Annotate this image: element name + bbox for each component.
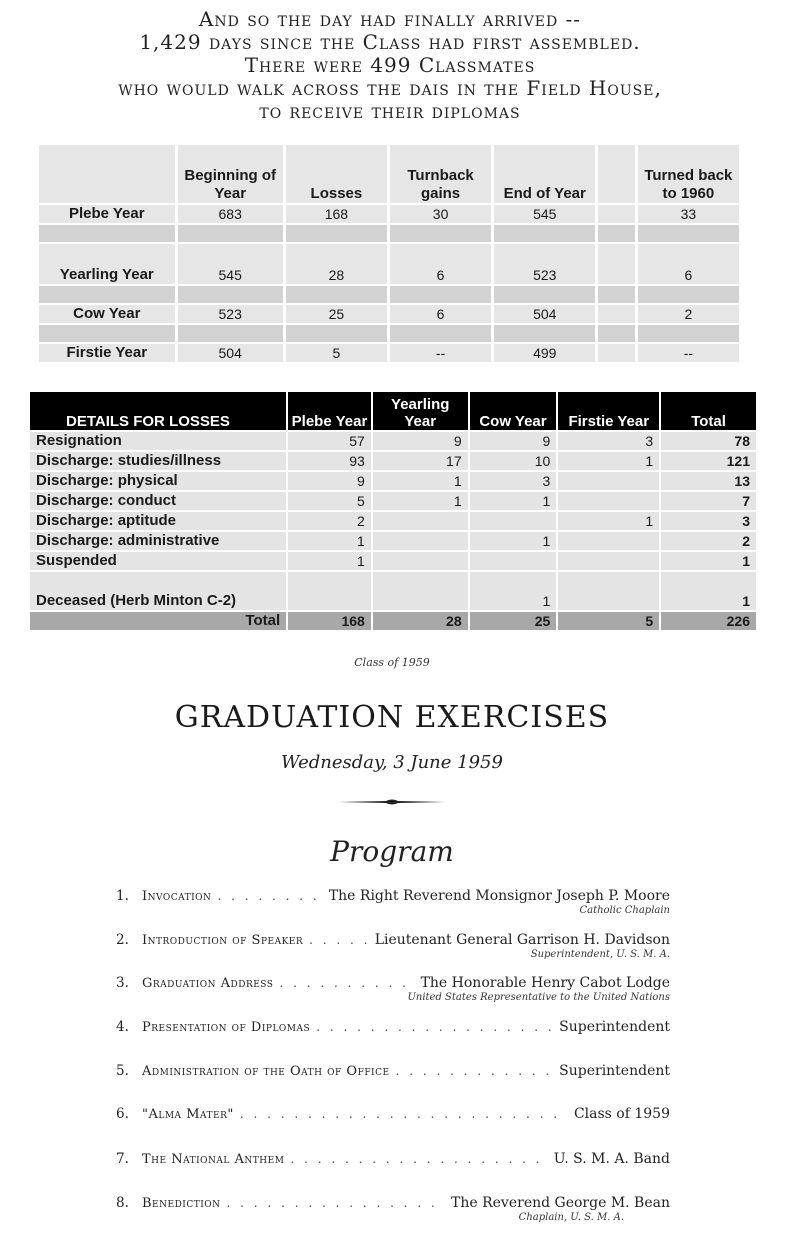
leader-dots — [316, 1020, 553, 1034]
row-label: Suspended — [30, 552, 286, 570]
cell-cow: 1 — [470, 492, 557, 510]
item-person: Class of 1959 — [573, 1106, 670, 1122]
cell-total: 226 — [661, 612, 756, 630]
cell-begin: 523 — [178, 305, 283, 323]
cell-cow: 3 — [470, 472, 557, 490]
item-number: 3. — [116, 975, 129, 991]
cell-yearling — [373, 512, 468, 530]
cell-begin: 504 — [178, 344, 283, 362]
cell-blank — [598, 205, 634, 223]
row-label: Discharge: conduct — [30, 492, 286, 510]
item-number: 2. — [116, 932, 129, 948]
leader-dots — [279, 976, 414, 990]
item-number: 7. — [116, 1151, 129, 1167]
cell-plebe: 168 — [288, 612, 371, 630]
table-row — [30, 492, 756, 510]
program-item — [116, 1195, 670, 1223]
row-label: Discharge: studies/illness — [30, 452, 286, 470]
header-cell: End of Year — [494, 145, 595, 203]
cell-plebe: 1 — [288, 552, 371, 570]
intro-line: who would walk across the dais in the Field House, — [118, 76, 662, 100]
cell-total: 13 — [661, 472, 756, 490]
cell-total: 121 — [661, 452, 756, 470]
cell-total: 1 — [661, 572, 756, 610]
cell-plebe: 2 — [288, 512, 371, 530]
cell-losses: 168 — [286, 205, 387, 223]
cell-gains: -- — [390, 344, 491, 362]
intro-line: 1,429 days since the Class had first assembled. — [139, 30, 641, 54]
cell-plebe — [288, 572, 371, 610]
cell-total: 2 — [661, 532, 756, 550]
cell-yearling: 28 — [373, 612, 468, 630]
header-cell: Turnback gains — [390, 145, 491, 203]
item-subtitle: United States Representative to the United Nations — [407, 992, 670, 1003]
cell-end: 523 — [494, 244, 595, 284]
header-cell: Total — [661, 392, 756, 430]
cell-begin: 545 — [178, 244, 283, 284]
item-person: U. S. M. A. Band — [553, 1151, 670, 1167]
cell-gains: 30 — [390, 205, 491, 223]
table-row — [39, 244, 739, 284]
cell-total: 7 — [661, 492, 756, 510]
item-title: "Alma Mater" — [142, 1107, 234, 1122]
cell-losses: 5 — [286, 344, 387, 362]
table-row — [39, 205, 739, 223]
cell-begin: 683 — [178, 205, 283, 223]
header-cell — [39, 145, 175, 203]
item-number: 6. — [116, 1106, 129, 1122]
leader-dots — [396, 1064, 554, 1078]
cell-total: 78 — [661, 432, 756, 450]
cell-end: 499 — [494, 344, 595, 362]
intro-line: to receive their diplomas — [259, 99, 521, 123]
table-row — [30, 532, 756, 550]
program-item — [116, 1063, 670, 1079]
cell-yearling: 9 — [373, 432, 468, 450]
table-row — [39, 344, 739, 362]
header-cell: Turned back to 1960 — [638, 145, 739, 203]
intro-line: There were 499 Classmates — [244, 53, 536, 77]
table-row — [30, 432, 756, 450]
cell-blank — [598, 244, 634, 284]
header-cell: Yearling Year — [373, 392, 468, 430]
cell-plebe: 5 — [288, 492, 371, 510]
table-header-row — [30, 392, 756, 430]
cell-plebe: 93 — [288, 452, 371, 470]
cell-turned: -- — [638, 344, 739, 362]
table-row — [30, 512, 756, 530]
item-title: Administration of the Oath of Office — [142, 1064, 390, 1079]
separator-row — [39, 286, 739, 303]
header-cell: Cow Year — [470, 392, 557, 430]
header-cell — [598, 145, 634, 203]
cell-cow: 10 — [470, 452, 557, 470]
cell-turned: 2 — [638, 305, 739, 323]
caption: Class of 1959 — [354, 656, 430, 669]
item-person: Superintendent — [559, 1063, 670, 1079]
row-label: Firstie Year — [39, 344, 175, 362]
program-item — [116, 975, 670, 1003]
class-strength-table — [36, 143, 742, 364]
page-title: GRADUATION EXERCISES — [174, 700, 610, 735]
intro-text — [0, 8, 780, 123]
header-cell: Firstie Year — [558, 392, 659, 430]
loss-details-table — [28, 390, 758, 632]
item-person: The Honorable Henry Cabot Lodge — [420, 975, 670, 991]
cell-turned: 33 — [638, 205, 739, 223]
cell-firstie — [558, 572, 659, 610]
intro-line: And so the day had finally arrived -- — [198, 7, 582, 31]
program-item — [116, 888, 670, 916]
item-subtitle: Superintendent, U. S. M. A. — [530, 949, 670, 960]
table-row — [30, 472, 756, 490]
ornament-divider-icon — [336, 796, 448, 808]
cell-blank — [598, 305, 634, 323]
cell-cow: 25 — [470, 612, 557, 630]
program-item — [116, 1151, 670, 1167]
cell-losses: 25 — [286, 305, 387, 323]
row-label: Resignation — [30, 432, 286, 450]
item-person: The Right Reverend Monsignor Joseph P. Moore — [328, 888, 670, 904]
leader-dots — [227, 1196, 445, 1210]
cell-cow — [470, 552, 557, 570]
row-label: Deceased (Herb Minton C-2) — [30, 572, 286, 610]
cell-gains: 6 — [390, 305, 491, 323]
header-cell: DETAILS FOR LOSSES — [30, 392, 286, 430]
cell-yearling: 1 — [373, 472, 468, 490]
table-row — [30, 552, 756, 570]
cell-yearling — [373, 552, 468, 570]
separator-row — [39, 225, 739, 242]
cell-cow — [470, 512, 557, 530]
program-item — [116, 932, 670, 960]
item-number: 1. — [116, 888, 129, 904]
item-title: Presentation of Diplomas — [142, 1020, 311, 1035]
item-number: 8. — [116, 1195, 129, 1211]
cell-cow: 1 — [470, 532, 557, 550]
cell-firstie: 1 — [558, 452, 659, 470]
cell-yearling — [373, 532, 468, 550]
item-number: 4. — [116, 1019, 129, 1035]
cell-firstie — [558, 532, 659, 550]
program-item — [116, 1106, 670, 1122]
leader-dots — [309, 933, 369, 947]
row-label: Yearling Year — [39, 244, 175, 284]
cell-yearling: 1 — [373, 492, 468, 510]
item-subtitle: Chaplain, U. S. M. A. — [518, 1212, 624, 1223]
event-date: Wednesday, 3 June 1959 — [281, 752, 503, 773]
cell-firstie — [558, 492, 659, 510]
item-subtitle: Catholic Chaplain — [579, 905, 670, 916]
row-label: Discharge: physical — [30, 472, 286, 490]
item-title: Benediction — [142, 1196, 221, 1211]
separator-row — [39, 325, 739, 342]
cell-total: 3 — [661, 512, 756, 530]
cell-gains: 6 — [390, 244, 491, 284]
cell-firstie — [558, 472, 659, 490]
row-label: Plebe Year — [39, 205, 175, 223]
header-cell: Beginning of Year — [178, 145, 283, 203]
table-row — [39, 305, 739, 323]
header-cell: Losses — [286, 145, 387, 203]
cell-firstie: 3 — [558, 432, 659, 450]
leader-dots — [290, 1152, 547, 1166]
table-row — [30, 452, 756, 470]
item-person: Superintendent — [559, 1019, 670, 1035]
program-title: Program — [330, 835, 454, 868]
cell-yearling — [373, 572, 468, 610]
row-label: Cow Year — [39, 305, 175, 323]
item-title: The National Anthem — [142, 1152, 285, 1167]
cell-plebe: 1 — [288, 532, 371, 550]
row-label: Discharge: aptitude — [30, 512, 286, 530]
cell-firstie: 1 — [558, 512, 659, 530]
item-person: The Reverend George M. Bean — [451, 1195, 670, 1211]
header-cell: Plebe Year — [288, 392, 371, 430]
item-number: 5. — [116, 1063, 129, 1079]
cell-yearling: 17 — [373, 452, 468, 470]
program-item — [116, 1019, 670, 1035]
leader-dots — [217, 889, 322, 903]
cell-total: 1 — [661, 552, 756, 570]
cell-cow: 9 — [470, 432, 557, 450]
cell-cow: 1 — [470, 572, 557, 610]
row-label: Total — [30, 612, 286, 630]
table-header-row — [39, 145, 739, 203]
item-title: Introduction of Speaker — [142, 933, 304, 948]
total-row — [30, 612, 756, 630]
row-label: Discharge: administrative — [30, 532, 286, 550]
cell-end: 504 — [494, 305, 595, 323]
item-person: Lieutenant General Garrison H. Davidson — [374, 932, 670, 948]
item-title: Graduation Address — [142, 976, 274, 991]
cell-plebe: 57 — [288, 432, 371, 450]
cell-turned: 6 — [638, 244, 739, 284]
cell-firstie — [558, 552, 659, 570]
cell-firstie: 5 — [558, 612, 659, 630]
cell-losses: 28 — [286, 244, 387, 284]
cell-end: 545 — [494, 205, 595, 223]
table-row — [30, 572, 756, 610]
leader-dots — [240, 1107, 568, 1121]
cell-blank — [598, 344, 634, 362]
item-title: Invocation — [142, 889, 212, 904]
cell-plebe: 9 — [288, 472, 371, 490]
